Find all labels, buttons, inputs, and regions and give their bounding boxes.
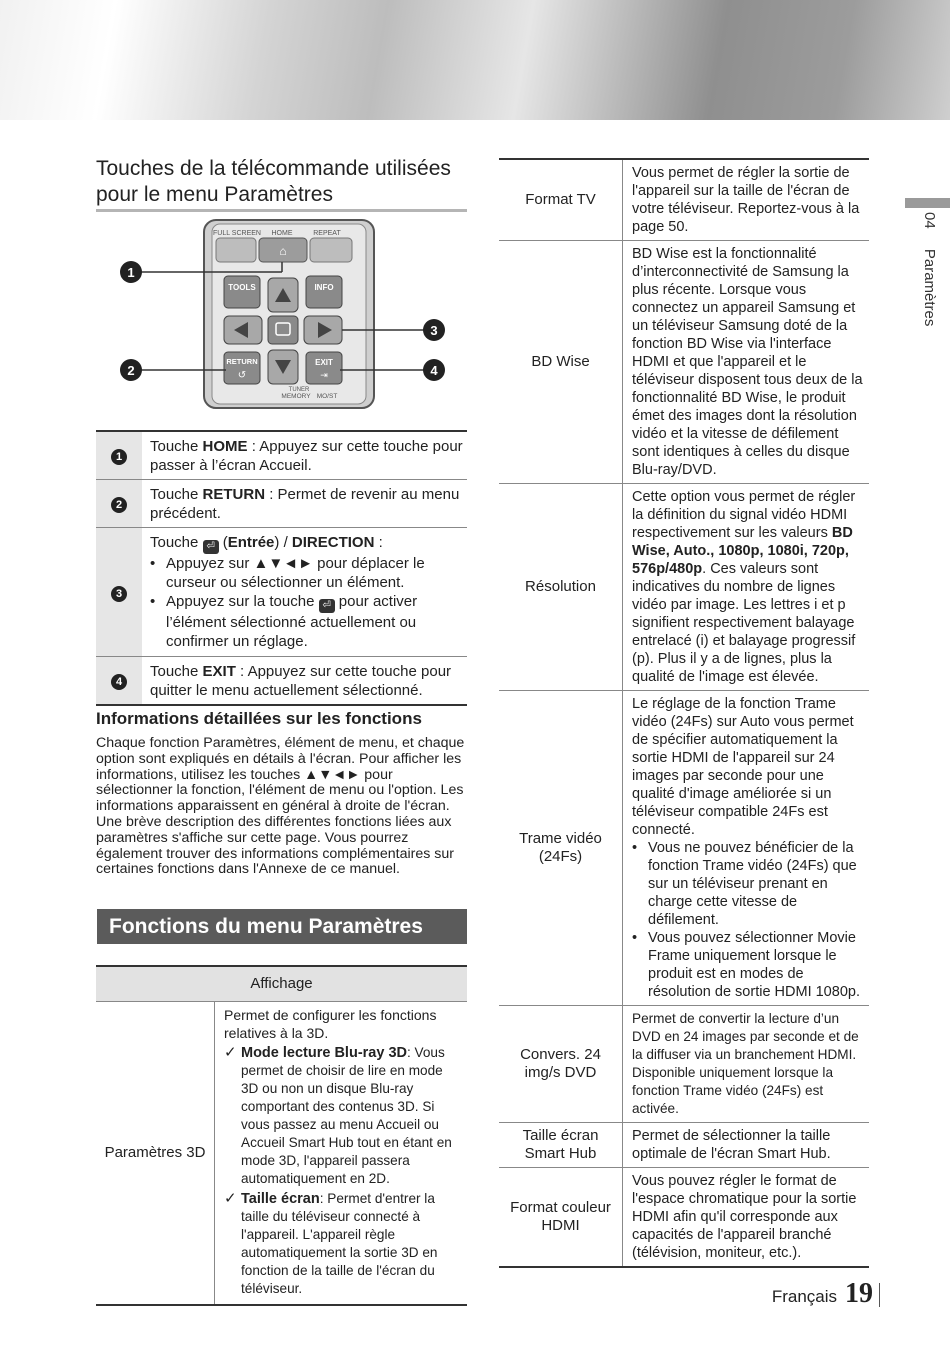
tuner-label: TUNER (288, 387, 310, 393)
table-row (499, 484, 869, 691)
table-row (96, 528, 467, 657)
list-item: • Appuyez sur ▲▼◄► pour déplacer le curseur ou sélectionner un élément. (150, 555, 425, 591)
remote-label-fullscreen: FULL SCREEN (213, 230, 261, 237)
page-footer (740, 1278, 880, 1312)
row-label: Convers. 24 img/s DVD (499, 1006, 623, 1123)
row-description: BD Wise est la fonctionnalité d’interconnectivité de Samsung la plus récente. Lorsque vous connectez un appareil Samsung et un téléviseur Samsung doté de la fonction BD Wise via l'interface HDMI et que l'appareil et le téléviseur disposent tous deux de la fonctionnalité BD Wise, le produit émet des images dont la résolution vidéo et la vitesse de défilement sont identiques à celles du disque Blu-ray/DVD. (623, 241, 870, 484)
info-heading: Informations détaillées sur les fonctions (96, 709, 422, 728)
remote-label-repeat: REPEAT (313, 230, 341, 237)
row-description: Cette option vous permet de régler la définition du signal vidéo HDMI respectivement sur les valeurs BD Wise, Auto., 1080p, 1080i, 720p, 576p/480p. Ces valeurs sont indicatives du nombre de lignes vidéo par image. Les lettres i et p signifient respectivement balayage entrelacé (i) et balayage progressif (p). Plus il y a de lignes, plus la qualité de l'image est élevée. (623, 484, 870, 691)
row-label: Format couleur HDMI (499, 1168, 623, 1268)
info-paragraph: Chaque fonction Paramètres, élément de menu, et chaque option sont expliqués en détails à l'écran. Pour afficher les informations, utilisez les touches ▲▼◄► pour sélectionner la fonction, l'élément de menu ou l'option. Les informations apparaissent en général à droite de l'écran. Une brève description des différentes fonctions liées aux paramètres s'affiche sur cette page. Vous pourrez également trouver des informations complémentaires sur certaines fonctions dans l'Annexe de ce manuel. (96, 735, 465, 878)
affichage-table (96, 965, 467, 1306)
callout-4-label: 4 (430, 363, 438, 378)
tools-button (224, 276, 260, 308)
table-row (96, 480, 467, 528)
row-description: Permet de configurer les fonctions relatives à la 3D. ✓ Mode lecture Blu-ray 3D: Vous permet de choisir de lire en mode 3D ou non un disque Blu-ray comportant des contenus 3D. Si vous passez au menu Accueil ou Accueil Smart Hub tout en étant en mode 3D, l'appareil passera automatiquement en 2D. ✓ Taille écran: Permet d'entrer la taille du téléviseur connecté à l'appareil. L'appareil règle automatiquement la sortie 3D en fonction de la taille de l'écran du téléviseur. (215, 1002, 468, 1306)
table-row (499, 1123, 869, 1168)
row-label: Résolution (499, 484, 623, 691)
exit-label: EXIT (315, 358, 333, 367)
heading-rule (96, 209, 467, 212)
chapter-number: 04 (921, 212, 938, 229)
check-icon: ✓ (224, 1044, 237, 1061)
row-number-badge: 3 (111, 586, 127, 602)
row-description: Vous pouvez régler le format de l'espace chromatique pour la sortie HDMI afin qu'il corresponde aux capacités de l'appareil branché (télévision, moniteur, etc.). (623, 1168, 870, 1268)
key-description: Touche ⏎ (Entrée) / DIRECTION : • Appuyez sur ▲▼◄► pour déplacer le curseur ou sélectionner un élément. • Appuyez sur la touche ⏎ pour activer l’élément sélectionné actuellement ou confirmer un réglage. (142, 528, 467, 657)
exit-icon: ⇥ (320, 370, 328, 380)
list-item: • Vous pouvez sélectionner Movie Frame uniquement lorsque le produit est en modes de résolution de sortie HDMI 1080p. (632, 930, 860, 1000)
callout-3-label: 3 (430, 323, 438, 338)
table-row (96, 657, 467, 706)
row-number-badge: 4 (111, 674, 127, 690)
return-label: RETURN (226, 357, 258, 366)
row-description: Vous permet de régler la sortie de l'appareil sur la taille de l'écran de votre téléviseur. Reportez-vous à la page 50. (623, 159, 870, 241)
enter-icon: ⏎ (203, 540, 219, 554)
callout-2-label: 2 (127, 363, 135, 378)
most-label: MO/ST (316, 393, 338, 400)
enter-icon: ⏎ (319, 599, 335, 613)
info-button (306, 276, 342, 308)
list-item: ✓ Mode lecture Blu-ray 3D: Vous permet de choisir de lire en mode 3D ou non un disque Blu-ray comportant des contenus 3D. Si vous passez au menu Accueil ou Accueil Smart Hub tout en étant en mode 3D, l'appareil passera automatiquement en 2D. (224, 1044, 452, 1186)
remote-illustration (94, 218, 474, 414)
table-header: Affichage (96, 966, 467, 1002)
enter-button (268, 316, 298, 344)
table-row (499, 1168, 869, 1268)
row-label: Taille écran Smart Hub (499, 1123, 623, 1168)
table-row (499, 1006, 869, 1123)
remote-label-home: HOME (271, 230, 293, 237)
row-description: Permet de sélectionner la taille optimale de l'écran Smart Hub. (623, 1123, 870, 1168)
home-icon: ⌂ (279, 244, 287, 258)
key-description: Touche RETURN : Permet de revenir au menu précédent. (142, 480, 467, 528)
row-number-badge: 2 (111, 497, 127, 513)
row-label: BD Wise (499, 241, 623, 484)
row-label: Trame vidéo (24Fs) (499, 691, 623, 1006)
key-description: Touche EXIT : Appuyez sur cette touche pour quitter le menu actuellement sélectionné. (142, 657, 467, 706)
table-row (499, 159, 869, 241)
section-heading: Touches de la télécommande utilisées pour le menu Paramètres (96, 157, 451, 206)
footer-divider (879, 1283, 880, 1307)
chapter-tab (905, 198, 950, 208)
settings-table (499, 158, 869, 1268)
section-banner: Fonctions du menu Paramètres (97, 909, 467, 944)
table-row (499, 691, 869, 1006)
remote-keys-table (96, 430, 467, 706)
list-item: • Appuyez sur la touche ⏎ pour activer l’élément sélectionné actuellement ou confirmer un réglage. (150, 593, 418, 650)
footer-language: Français (771, 1287, 837, 1306)
row-description: Permet de convertir la lecture d’un DVD en 24 images par seconde et de la diffuser via un branchement HDMI. Disponible uniquement lorsque la fonction Trame vidéo (24Fs) est activée. (623, 1006, 870, 1123)
check-icon: ✓ (224, 1190, 237, 1207)
row-description: Le réglage de la fonction Trame vidéo (24Fs) sur Auto vous permet de spécifier automatiquement la sortie HDMI de l'appareil sur 24 images par seconde pour une qualité d'image améliorée si un téléviseur compatible 24Fs est connecté. • Vous ne pouvez bénéficier de la fonction Trame vidéo (24Fs) que sur un téléviseur prenant en charge cette vitesse de défilement. • Vous pouvez sélectionner Movie Frame uniquement lorsque le produit est en modes de résolution de sortie HDMI 1080p. (623, 691, 870, 1006)
info-label: INFO (314, 283, 334, 292)
table-row (499, 241, 869, 484)
row-number-badge: 1 (111, 449, 127, 465)
row-label: Format TV (499, 159, 623, 241)
table-row (96, 431, 467, 480)
list-item: • Vous ne pouvez bénéficier de la fonction Trame vidéo (24Fs) que sur un téléviseur prenant en charge cette vitesse de défilement. (632, 840, 857, 928)
callout-1-label: 1 (127, 265, 135, 280)
tools-label: TOOLS (228, 283, 256, 292)
key-description: Touche HOME : Appuyez sur cette touche pour passer à l’écran Accueil. (142, 431, 467, 480)
table-row (96, 1002, 467, 1306)
chapter-title: Paramètres (921, 248, 938, 327)
list-item: ✓ Taille écran: Permet d'entrer la taille du téléviseur connecté à l'appareil. L'appareil règle automatiquement la sortie 3D en fonction de la taille de l'écran du téléviseur. (224, 1190, 438, 1296)
header-band (0, 0, 950, 120)
return-icon: ↺ (237, 370, 247, 381)
page-number: 19 (845, 1278, 873, 1309)
row-label: Paramètres 3D (96, 1002, 215, 1306)
memory-label: MEMORY (281, 393, 311, 400)
chapter-label (908, 212, 938, 352)
